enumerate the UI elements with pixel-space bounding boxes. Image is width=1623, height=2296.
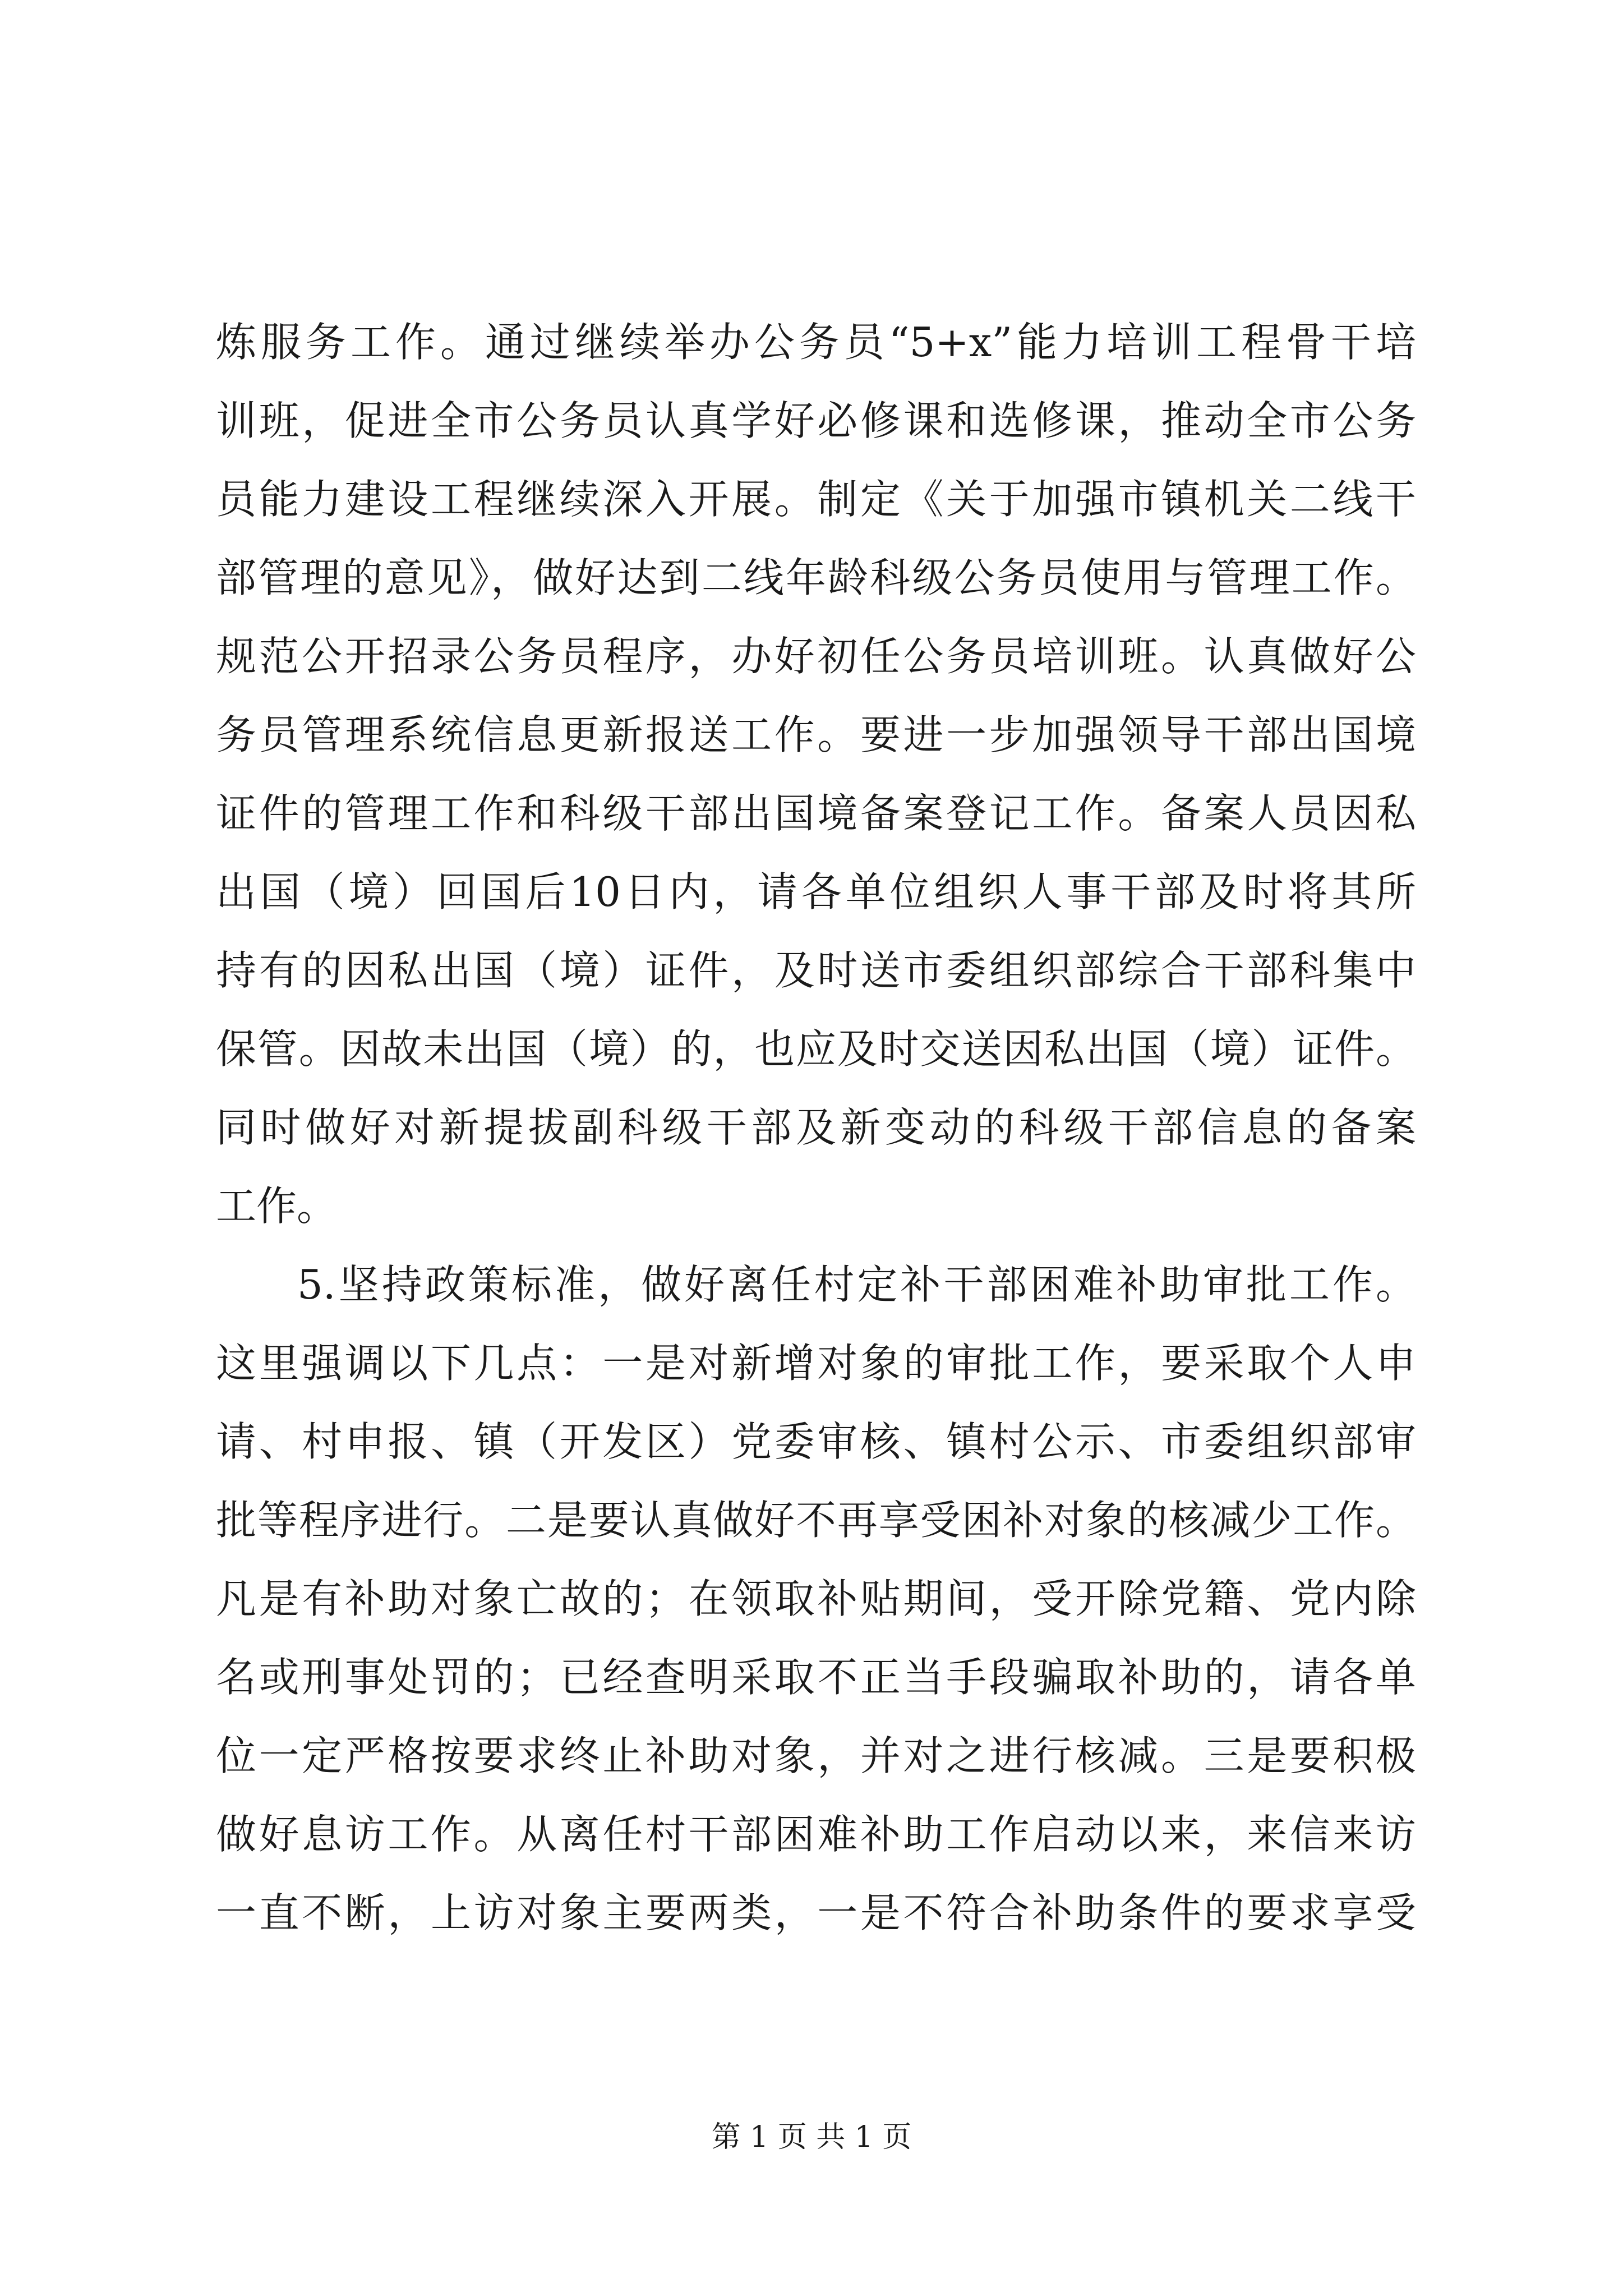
text-line: 凡是有补助对象亡故的；在领取补贴期间，受开除党籍、党内除 xyxy=(216,1575,1416,1622)
text-line: 同时做好对新提拔副科级干部及新变动的科级干部信息的备案 xyxy=(216,1104,1416,1151)
text-line: 位一定严格按要求终止补助对象，并对之进行核减。三是要积极 xyxy=(216,1732,1416,1779)
text-line: 务员管理系统信息更新报送工作。要进一步加强领导干部出国境 xyxy=(216,711,1416,758)
text-line: 名或刑事处罚的；已经查明采取不正当手段骗取补助的，请各单 xyxy=(216,1654,1416,1701)
text-line: 工作。 xyxy=(216,1182,338,1230)
text-line: 员能力建设工程继续深入开展。制定《关于加强市镇机关二线干 xyxy=(216,476,1416,523)
text-line: 证件的管理工作和科级干部出国境备案登记工作。备案人员因私 xyxy=(216,790,1416,837)
text-line: 规范公开招录公务员程序，办好初任公务员培训班。认真做好公 xyxy=(216,633,1416,680)
page-footer: 第 1 页 共 1 页 xyxy=(711,2120,912,2154)
text-line: 部管理的意见》，做好达到二线年龄科级公务员使用与管理工作。 xyxy=(216,554,1416,601)
text-line: 批等程序进行。二是要认真做好不再享受困补对象的核减少工作。 xyxy=(216,1497,1416,1544)
text-line: 出国（境）回国后10日内，请各单位组织人事干部及时将其所 xyxy=(216,868,1416,915)
text-line: 持有的因私出国（境）证件，及时送市委组织部综合干部科集中 xyxy=(216,947,1416,994)
text-line: 做好息访工作。从离任村干部困难补助工作启动以来，来信来访 xyxy=(216,1811,1416,1858)
text-line: 训班，促进全市公务员认真学好必修课和选修课，推动全市公务 xyxy=(216,397,1416,444)
text-line: 这里强调以下几点：一是对新增对象的审批工作，要采取个人申 xyxy=(216,1340,1416,1387)
text-line: 炼服务工作。通过继续举办公务员“5+x”能力培训工程骨干培 xyxy=(216,319,1416,366)
text-line: 保管。因故未出国（境）的，也应及时交送因私出国（境）证件。 xyxy=(216,1025,1416,1073)
text-line: 一直不断，上访对象主要两类，一是不符合补助条件的要求享受 xyxy=(216,1889,1416,1936)
text-line: 请、村申报、镇（开发区）党委审核、镇村公示、市委组织部审 xyxy=(216,1418,1416,1465)
paragraph-heading: 5.坚持政策标准，做好离任村定补干部困难补助审批工作。 xyxy=(297,1261,1416,1308)
